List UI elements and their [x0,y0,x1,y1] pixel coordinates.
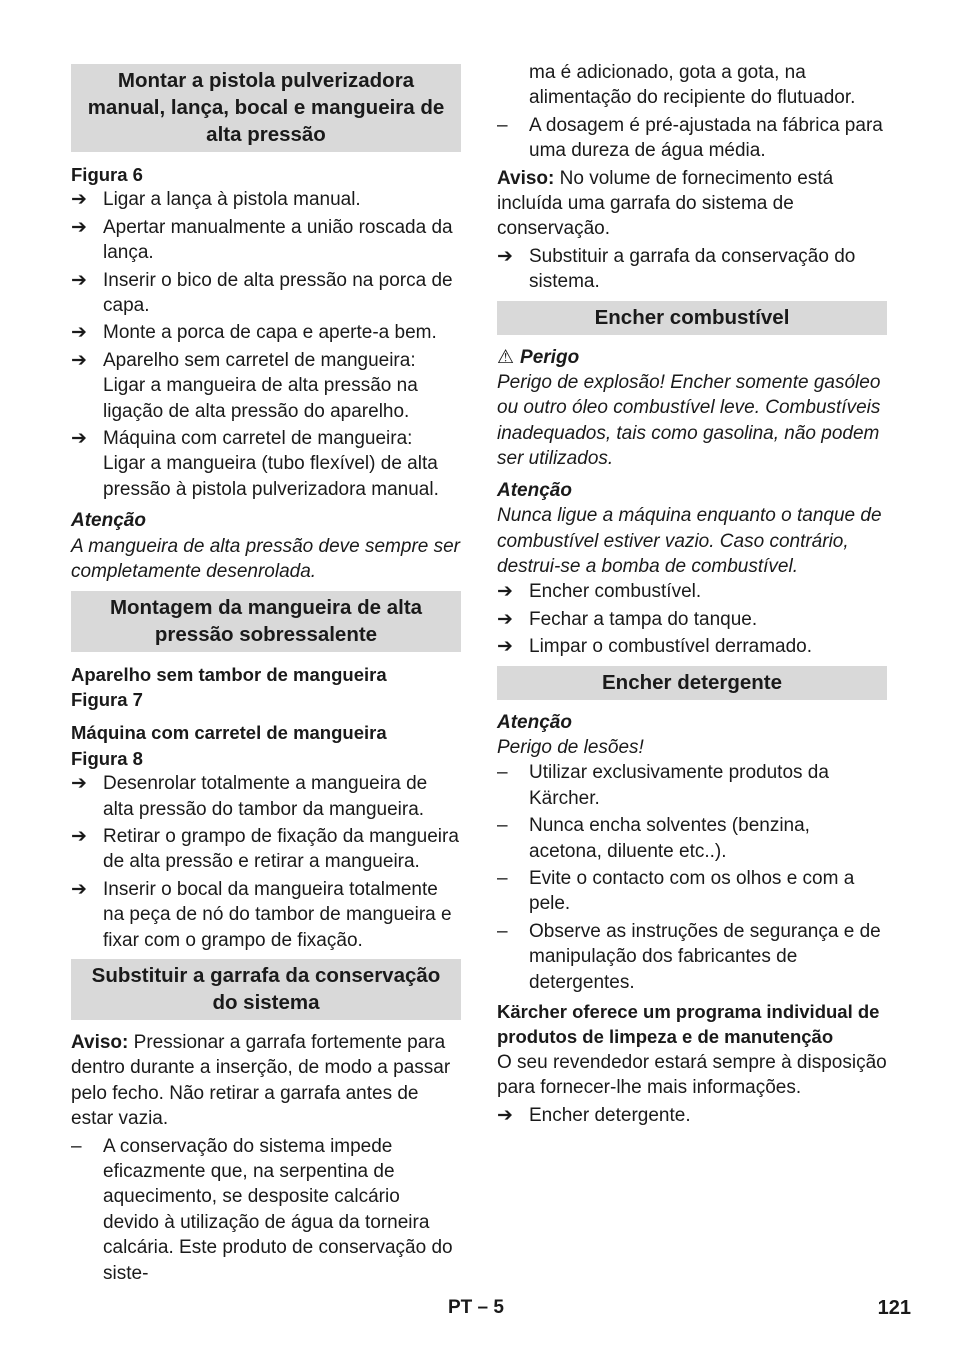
dash-bullet-icon: – [497,867,508,889]
right-column [497,60,887,1130]
aviso-text: Pressionar a garrafa fortemente para dentro durante a inserção, de modo a passar pelo fecho. Não retirar a garrafa antes de estar vazia. [71,1031,451,1130]
figure-label-7: Figura 7 [71,688,143,710]
subheading-maquina: Máquina com carretel de mangueira [71,722,387,744]
danger-label-row [497,345,887,370]
arrow-right-icon: ➔ [71,269,87,291]
list-item: ➔ Encher combustível. [497,579,887,604]
list-item: – Observe as instruções de segurança e de manipulação dos fabricantes de detergentes. [497,920,881,993]
list-item: – A dosagem é pré-ajustada na fábrica para uma dureza de água média. [497,114,883,162]
aviso-text: No volume de fornecimento está incluída uma garrafa do sistema de conservação. [497,167,834,240]
dash-bullet-icon: – [497,815,508,837]
attention-label: Atenção [497,711,572,733]
aviso-paragraph [497,166,887,242]
aviso-label: Aviso: [71,1031,129,1053]
list-item: ➔ Monte a porca de capa e aperte-a bem. [71,320,461,345]
section-heading-montagem: Montagem da mangueira de alta pressão sobressalente [71,591,461,652]
arrow-right-icon: ➔ [497,581,513,603]
arrow-right-icon: ➔ [497,245,513,267]
attention-text: A mangueira de alta pressão deve sempre ser completamente desenrolada. [71,535,461,583]
list-item: ➔ Desenrolar totalmente a mangueira de alta pressão do tambor da mangueira. [71,773,428,820]
list-item-continuation: Ligar a mangueira (tubo flexível) de alta pressão à pistola pulverizadora manual. [103,453,439,500]
arrow-right-icon: ➔ [71,349,87,371]
section-heading-detergente: Encher detergente [497,666,887,700]
arrow-right-icon: ➔ [71,773,87,795]
arrow-right-icon: ➔ [497,1104,513,1126]
list-item: ➔ Fechar a tampa do tanque. [497,607,887,632]
arrow-right-icon: ➔ [497,608,513,630]
list-item: ➔ Encher detergente. [497,1103,887,1128]
dealer-paragraph: O seu revendedor estará sempre à disposição para fornecer-lhe mais informações. [497,1051,887,1099]
footer-language-page: PT – 5 [448,1297,504,1318]
dash-bullet-icon: – [497,762,508,784]
list-item: ➔ Máquina com carretel de mangueira: [71,426,461,451]
attention-label: Atenção [71,510,146,532]
dash-bullet-icon: – [71,1135,82,1157]
arrow-right-icon: ➔ [71,322,87,344]
list-item: – Nunca encha solventes (benzina, acetona, diluente etc..). [497,815,810,862]
arrow-right-icon: ➔ [71,825,87,847]
list-item: ➔ Inserir o bico de alta pressão na porca de capa. [71,269,453,317]
attention-label: Atenção [497,479,572,501]
list-item: ➔ Limpar o combustível derramado. [497,634,887,659]
list-item: ➔ Apertar manualmente a união roscada da lança. [71,216,453,264]
arrow-right-icon: ➔ [71,428,87,450]
section-heading-montar: Montar a pistola pulverizadora manual, lança, bocal e mangueira de alta pressão [71,64,461,152]
list-item: ➔ Ligar a lança à pistola manual. [71,187,461,212]
subheading-aparelho: Aparelho sem tambor de mangueira [71,663,387,685]
warning-icon: ⚠ [497,346,515,368]
attention-text: Nunca ligue a máquina enquanto o tanque de combustível estiver vazio. Caso contrário, destrui-se a bomba de combustível. [497,505,882,577]
list-item: ➔ Inserir o bocal da mangueira totalmente na peça de nó do tambor de mangueira e fixar com o grampo de fixação. [71,878,452,951]
figure-label-6: Figura 6 [71,164,143,185]
dash-bullet-icon: – [497,920,508,942]
danger-text: Perigo de explosão! Encher somente gasóleo ou outro óleo combustível leve. Combustíveis inadequados, tais como gasolina, não podem ser utilizados. [497,372,881,470]
section-heading-substituir: Substituir a garrafa da conservação do sistema [71,959,461,1020]
list-item: – A conservação do sistema impede eficazmente que, na serpentina de aquecimento, se desposite calcário devido à utilização de água da torneira calcária. Este produto de conservação do siste- [71,1135,453,1284]
attention-text: Perigo de lesões! [497,736,644,758]
left-column [71,60,461,1288]
danger-label: Perigo [520,346,580,368]
list-item: ➔ Substituir a garrafa da conservação do sistema. [497,245,856,293]
page-number: 121 [877,1297,911,1319]
aviso-label: Aviso: [497,167,555,189]
arrow-right-icon: ➔ [71,878,87,900]
list-item-continuation: Ligar a mangueira de alta pressão na ligação de alta pressão do aparelho. [103,375,418,422]
arrow-right-icon: ➔ [71,189,87,211]
list-item: – Utilizar exclusivamente produtos da Kärcher. [497,762,829,809]
dash-bullet-icon: – [497,114,508,136]
aviso-paragraph [71,1030,461,1132]
arrow-right-icon: ➔ [71,216,87,238]
bold-paragraph: Kärcher oferece um programa individual de produtos de limpeza e de manutenção [497,1001,880,1048]
section-heading-combustivel: Encher combustível [497,301,887,335]
arrow-right-icon: ➔ [497,636,513,658]
list-item: – Evite o contacto com os olhos e com a pele. [497,867,855,915]
figure-label-8: Figura 8 [71,747,143,769]
list-item-continuation: ma é adicionado, gota a gota, na alimentação do recipiente do flutuador. [529,62,856,109]
list-item: ➔ Retirar o grampo de fixação da mangueira de alta pressão e retirar a mangueira. [71,825,459,873]
list-item: ➔ Aparelho sem carretel de mangueira: [71,348,461,373]
